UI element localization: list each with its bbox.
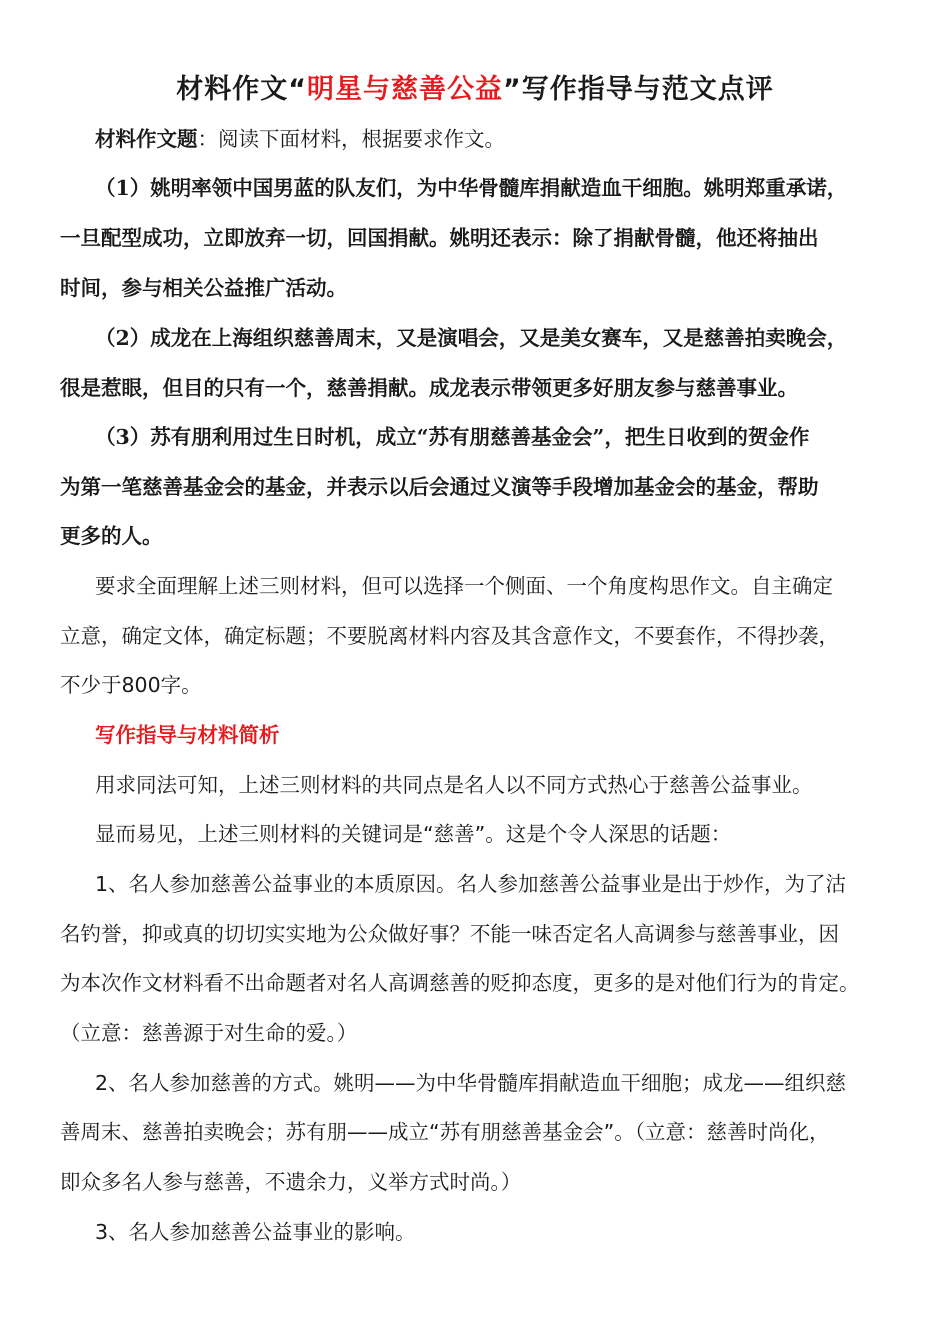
requirement-line: 要求全面理解上述三则材料，但可以选择一个侧面、一个角度构思作文。自主确定 [95,574,833,598]
prompt-label: 材料作文题 [95,127,198,151]
material-line: 时间，参与相关公益推广活动。 [60,276,347,300]
document-title [0,70,950,110]
title-suffix: ”写作指导与范文点评 [503,74,774,105]
prompt-text: ：阅读下面材料，根据要求作文。 [197,127,505,151]
guide-line: 即众多名人参与慈善，不遗余力，义举方式时尚。） [60,1170,522,1194]
guide-line: 1、名人参加慈善公益事业的本质原因。名人参加慈善公益事业是出于炒作，为了沽 [95,872,847,896]
guide-line: 善周末、慈善拍卖晚会；苏有朋——成立“苏有朋慈善基金会”。（立意：慈善时尚化， [60,1120,830,1144]
guide-line: 用求同法可知，上述三则材料的共同点是名人以不同方式热心于慈善公益事业。 [95,773,813,797]
requirement-line: 立意，确定文体，确定标题；不要脱离材料内容及其含意作文，不要套作，不得抄袭， [60,624,839,648]
material-line: 为第一笔慈善基金会的基金，并表示以后会通过义演等手段增加基金会的基金，帮助 [60,475,819,499]
material-line: （2）成龙在上海组织慈善周末，又是演唱会，又是美女赛车，又是慈善拍卖晚会， [95,326,848,350]
requirement-line: 不少于800字。 [60,673,202,697]
title-highlight: 明星与慈善公益 [307,74,503,105]
guide-line: （立意：慈善源于对生命的爱。） [60,1021,358,1045]
material-line: 更多的人。 [60,524,163,548]
guide-line: 2、名人参加慈善的方式。姚明——为中华骨髓库捐献造血干细胞；成龙——组织慈 [95,1071,847,1095]
guide-line: 名钓誉，抑或真的切切实实地为公众做好事？不能一味否定名人高调参与慈善事业，因 [60,922,839,946]
guide-line: 显而易见，上述三则材料的关键词是“慈善”。这是个令人深思的话题： [95,822,732,846]
prompt-line [95,123,935,155]
section-heading: 写作指导与材料简析 [95,723,280,747]
material-line: （1）姚明率领中国男蓝的队友们，为中华骨髓库捐献造血干细胞。姚明郑重承诺， [95,176,848,200]
material-line: 很是惹眼，但目的只有一个，慈善捐献。成龙表示带领更多好朋友参与慈善事业。 [60,376,798,400]
title-prefix: 材料作文“ [176,74,307,105]
material-line: （3）苏有朋利用过生日时机，成立“苏有朋慈善基金会”，把生日收到的贺金作 [95,425,810,449]
material-line: 一旦配型成功，立即放弃一切，回国捐献。姚明还表示：除了捐献骨髓，他还将抽出 [60,226,819,250]
guide-line: 为本次作文材料看不出命题者对名人高调慈善的贬抑态度，更多的是对他们行为的肯定。 [60,971,860,995]
guide-line: 3、名人参加慈善公益事业的影响。 [95,1220,416,1244]
